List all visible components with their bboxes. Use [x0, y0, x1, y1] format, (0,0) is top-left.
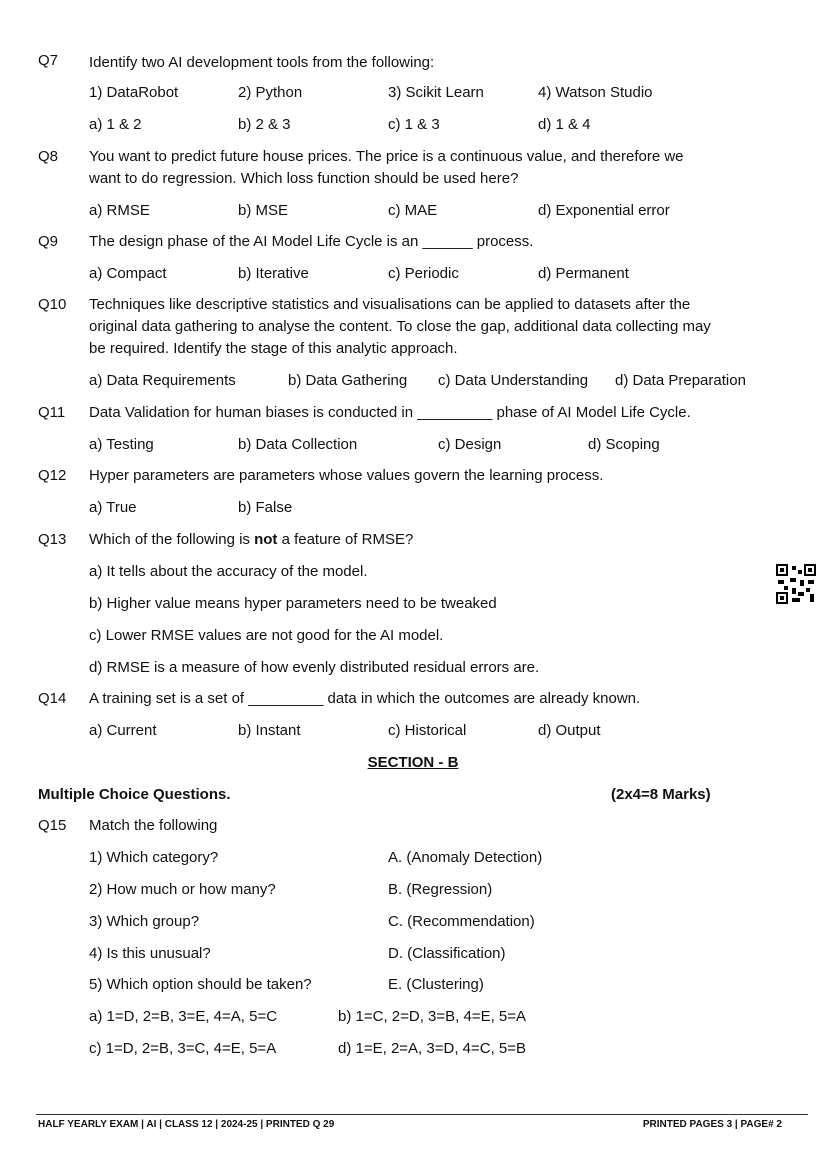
- option-b: b) Iterative: [238, 265, 309, 282]
- section-heading: Multiple Choice Questions.: [38, 786, 231, 803]
- question-number: Q11: [38, 404, 66, 421]
- question-number: Q10: [38, 296, 67, 313]
- option-a: a) 1 & 2: [89, 116, 142, 133]
- option-d: d) Exponential error: [538, 202, 670, 219]
- item: 4) Watson Studio: [538, 84, 653, 101]
- option-a: a) Compact: [89, 265, 167, 282]
- question-text-line: original data gathering to analyse the content. To close the gap, additional data collecting may: [89, 318, 711, 335]
- option-d: d) Output: [538, 722, 601, 739]
- option-b: b) Data Gathering: [288, 372, 408, 389]
- match-left-item: 4) Is this unusual?: [89, 945, 211, 962]
- match-left-item: 5) Which option should be taken?: [89, 976, 312, 993]
- match-right-item: D. (Classification): [388, 945, 506, 962]
- option-b: b) 1=C, 2=D, 3=B, 4=E, 5=A: [338, 1008, 527, 1025]
- question-number: Q13: [38, 531, 67, 548]
- question-text: A training set is a set of _________ data in which the outcomes are already known.: [89, 690, 641, 707]
- qr-code-icon: [776, 564, 816, 604]
- option-d: d) RMSE is a measure of how evenly distributed residual errors are.: [89, 659, 540, 676]
- option-c: c) 1=D, 2=B, 3=C, 4=E, 5=A: [89, 1040, 277, 1057]
- option-a: a) RMSE: [89, 202, 150, 219]
- option-c: c) 1 & 3: [388, 116, 440, 133]
- question-number: Q14: [38, 690, 67, 707]
- match-left-item: 2) How much or how many?: [89, 881, 276, 898]
- item: 2) Python: [238, 84, 303, 101]
- item: 3) Scikit Learn: [388, 84, 484, 101]
- question-text-line: Techniques like descriptive statistics and visualisations can be applied to datasets after the: [89, 296, 691, 313]
- option-c: c) Data Understanding: [438, 372, 589, 389]
- match-right-item: B. (Regression): [388, 881, 493, 898]
- option-d: d) 1 & 4: [538, 116, 591, 133]
- option-b: b) False: [238, 499, 293, 516]
- option-d: d) 1=E, 2=A, 3=D, 4=C, 5=B: [338, 1040, 527, 1057]
- question-text: The design phase of the AI Model Life Cycle is an ______ process.: [89, 233, 534, 250]
- footer-exam-info: HALF YEARLY EXAM | AI | CLASS 12 | 2024-25 | PRINTED Q 29: [38, 1119, 335, 1130]
- question-number: Q7: [38, 52, 59, 69]
- option-c: c) Lower RMSE values are not good for the AI model.: [89, 627, 444, 644]
- option-c: c) Design: [438, 436, 502, 453]
- question-text: Match the following: [89, 817, 218, 834]
- option-d: d) Data Preparation: [615, 372, 746, 389]
- question-number: Q8: [38, 148, 59, 165]
- option-b: b) Instant: [238, 722, 301, 739]
- option-a: a) Current: [89, 722, 157, 739]
- option-a: a) It tells about the accuracy of the model.: [89, 563, 368, 580]
- question-text-line: You want to predict future house prices. The price is a continuous value, and therefore we: [89, 148, 684, 165]
- option-b: b) Data Collection: [238, 436, 358, 453]
- option-d: d) Scoping: [588, 436, 660, 453]
- match-right-item: A. (Anomaly Detection): [388, 849, 543, 866]
- question-number: Q15: [38, 817, 67, 834]
- question-text-line: be required. Identify the stage of this analytic approach.: [89, 340, 458, 357]
- footer-divider: [36, 1114, 808, 1115]
- question-text: Data Validation for human biases is conducted in _________ phase of AI Model Life Cycle.: [89, 404, 691, 421]
- option-c: c) MAE: [388, 202, 438, 219]
- option-b: b) MSE: [238, 202, 289, 219]
- footer-page-info: PRINTED PAGES 3 | PAGE# 2: [642, 1119, 782, 1130]
- option-c: c) Historical: [388, 722, 467, 739]
- question-number: Q12: [38, 467, 67, 484]
- option-b: b) 2 & 3: [238, 116, 291, 133]
- question-text-end: a feature of RMSE?: [277, 531, 414, 548]
- question-text: Identify two AI development tools from the following:: [89, 54, 435, 71]
- option-a: a) Data Requirements: [89, 372, 236, 389]
- option-a: a) Testing: [89, 436, 154, 453]
- section-title: SECTION - B: [367, 754, 459, 771]
- question-text: Hyper parameters are parameters whose values govern the learning process.: [89, 467, 604, 484]
- question-text-line: want to do regression. Which loss function should be used here?: [89, 170, 519, 187]
- item: 1) DataRobot: [89, 84, 179, 101]
- match-right-item: C. (Recommendation): [388, 913, 535, 930]
- option-d: d) Permanent: [538, 265, 629, 282]
- option-a: a) True: [89, 499, 137, 516]
- option-b: b) Higher value means hyper parameters need to be tweaked: [89, 595, 497, 612]
- match-left-item: 3) Which group?: [89, 913, 200, 930]
- emphasis-not: not: [254, 531, 278, 548]
- marks-label: (2x4=8 Marks): [611, 786, 711, 803]
- question-text-start: Which of the following is: [89, 531, 255, 548]
- match-left-item: 1) Which category?: [89, 849, 219, 866]
- option-c: c) Periodic: [388, 265, 459, 282]
- question-text: [89, 531, 413, 548]
- match-right-item: E. (Clustering): [388, 976, 484, 993]
- option-a: a) 1=D, 2=B, 3=E, 4=A, 5=C: [89, 1008, 278, 1025]
- question-number: Q9: [38, 233, 59, 250]
